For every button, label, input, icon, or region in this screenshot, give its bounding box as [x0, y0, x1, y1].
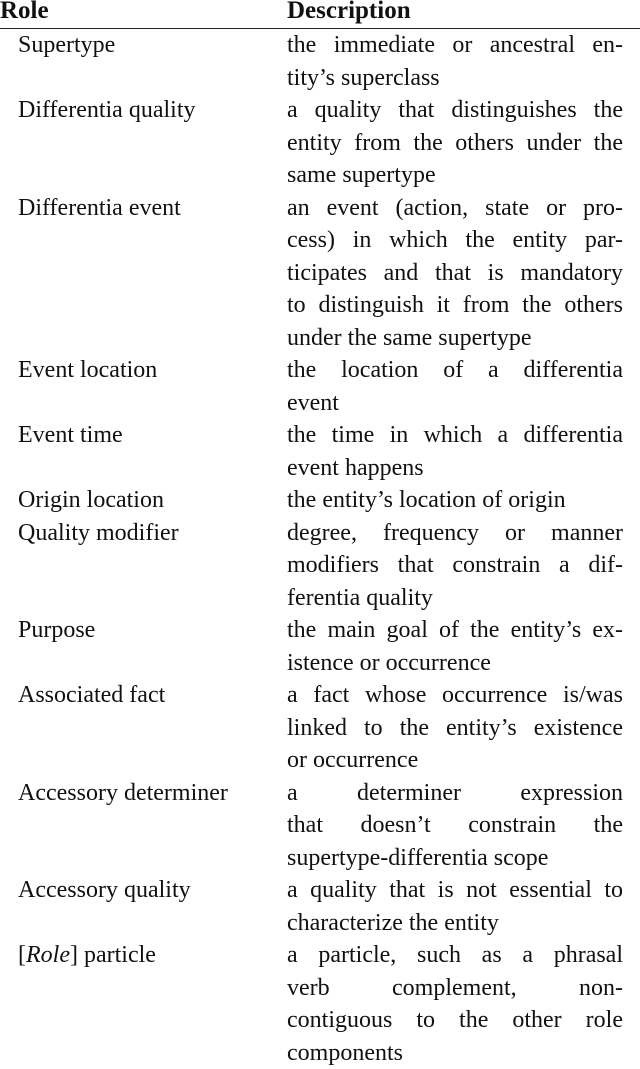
table-row [0, 354, 640, 419]
role-cell [18, 939, 280, 972]
role-prefix: [ [18, 942, 26, 968]
table-header [0, 0, 640, 29]
description-line: characterize the entity [287, 907, 623, 940]
description-line: the time in which a differentia [287, 419, 623, 452]
description-line: ticipates and that is mandatory [287, 257, 623, 290]
description-line: a quality that is not essential to [287, 874, 623, 907]
description-line: event [287, 387, 623, 420]
description-line: the main goal of the entity’s ex- [287, 614, 623, 647]
table-row [0, 939, 640, 1069]
description-line: contiguous to the other role [287, 1004, 623, 1037]
role-italic: Role [26, 942, 70, 968]
description-line: the location of a differentia [287, 354, 623, 387]
role-cell: Event location [18, 354, 280, 387]
table-body [0, 29, 640, 1069]
role-cell: Supertype [18, 29, 280, 62]
table-row [0, 419, 640, 484]
description-line: tity’s superclass [287, 62, 623, 95]
table-row [0, 29, 640, 94]
table-row [0, 517, 640, 615]
description-line: under the same supertype [287, 322, 623, 355]
description-line: a quality that distinguishes the [287, 94, 623, 127]
table-row [0, 679, 640, 777]
description-line: to distinguish it from the others [287, 289, 623, 322]
description-line: degree, frequency or manner [287, 517, 623, 550]
description-line: verb complement, non- [287, 972, 623, 1005]
role-cell: Differentia quality [18, 94, 280, 127]
description-line: a particle, such as a phrasal [287, 939, 623, 972]
description-line: or occurrence [287, 744, 623, 777]
description-line: entity from the others under the [287, 127, 623, 160]
description-cell [287, 874, 623, 939]
description-cell [287, 94, 623, 192]
description-line: components [287, 1037, 623, 1069]
role-cell: Differentia event [18, 192, 280, 225]
description-cell [287, 517, 623, 615]
description-line: a determiner expression [287, 777, 623, 810]
description-line: modifiers that constrain a dif- [287, 549, 623, 582]
role-cell: Quality modifier [18, 517, 280, 550]
description-line: event happens [287, 452, 623, 485]
description-cell [287, 29, 623, 94]
table-row [0, 192, 640, 355]
table-row [0, 777, 640, 875]
header-description: Description [287, 0, 411, 26]
description-line: istence or occurrence [287, 647, 623, 680]
description-cell [287, 614, 623, 679]
description-line: the immediate or ancestral en- [287, 29, 623, 62]
role-cell: Event time [18, 419, 280, 452]
description-line: ferentia quality [287, 582, 623, 615]
role-cell: Origin location [18, 484, 280, 517]
role-cell: Associated fact [18, 679, 280, 712]
description-cell [287, 939, 623, 1069]
table-row [0, 94, 640, 192]
header-role: Role [0, 0, 49, 26]
description-cell [287, 419, 623, 484]
description-line: that doesn’t constrain the [287, 809, 623, 842]
role-cell: Accessory quality [18, 874, 280, 907]
description-cell [287, 192, 623, 355]
role-cell: Accessory determiner [18, 777, 280, 810]
description-line: an event (action, state or pro- [287, 192, 623, 225]
table-row [0, 874, 640, 939]
description-line: supertype-differentia scope [287, 842, 623, 875]
role-suffix: ] particle [70, 942, 156, 968]
role-cell: Purpose [18, 614, 280, 647]
description-cell [287, 679, 623, 777]
description-cell [287, 484, 623, 517]
table-row [0, 484, 640, 517]
description-line: a fact whose occurrence is/was [287, 679, 623, 712]
description-cell [287, 777, 623, 875]
description-cell [287, 354, 623, 419]
description-line: same supertype [287, 159, 623, 192]
description-line: cess) in which the entity par- [287, 224, 623, 257]
description-line: the entity’s location of origin [287, 484, 623, 517]
table-row [0, 614, 640, 679]
description-line: linked to the entity’s existence [287, 712, 623, 745]
